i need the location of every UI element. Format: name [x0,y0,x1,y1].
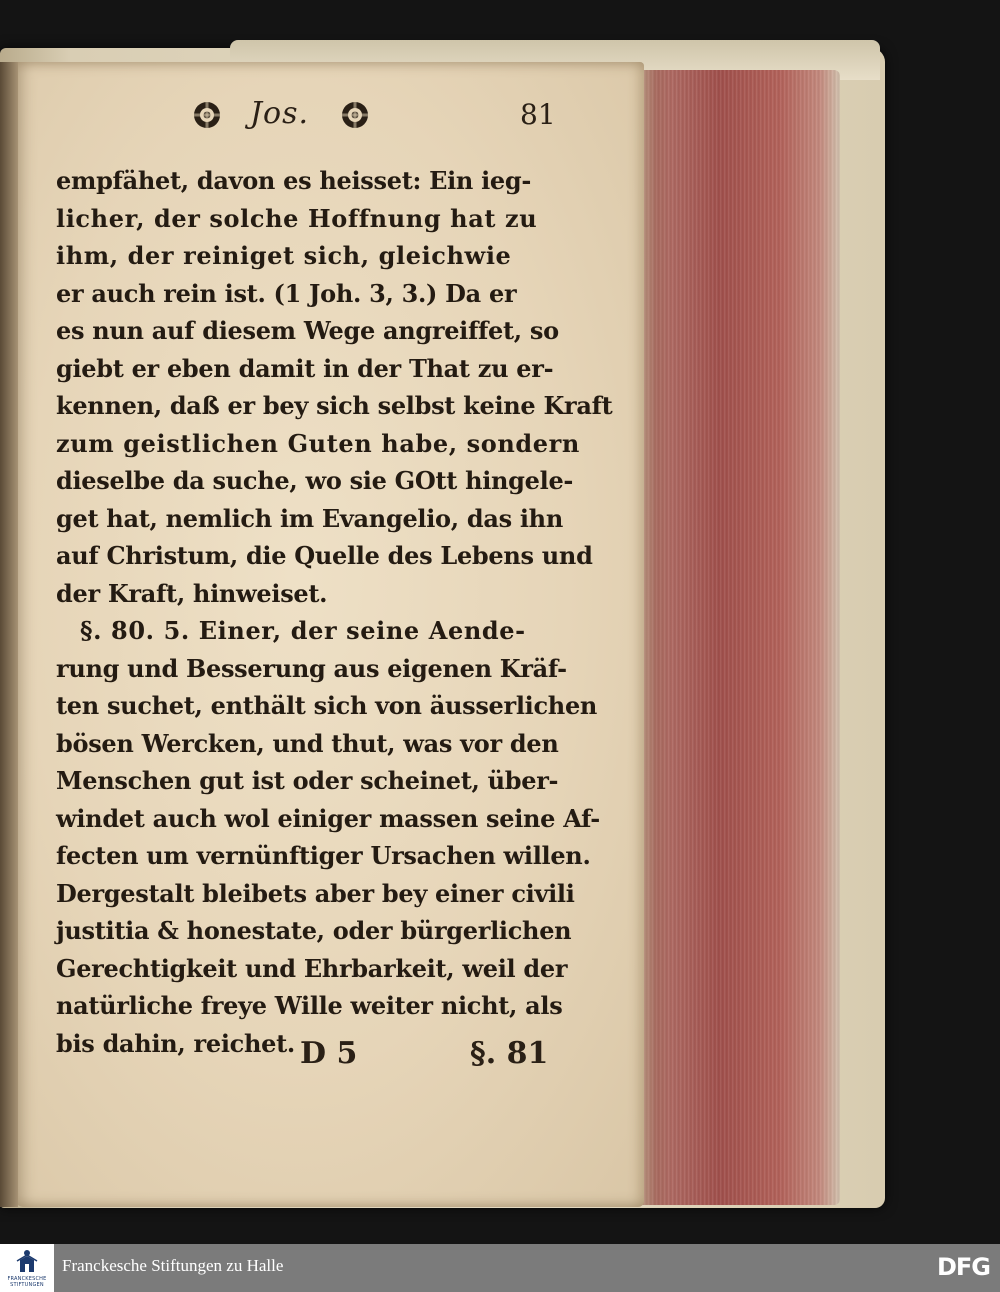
text-line: Gerechtigkeit und Ehrbarkeit, weil der [56,953,568,983]
institution-name[interactable]: Franckesche Stiftungen zu Halle [62,1256,284,1275]
text-line: windet auch wol einiger massen seine Af- [56,803,600,833]
institution-logo[interactable] [0,1244,54,1292]
text-line: empfähet, davon es heisset: Ein ieg- [56,166,532,195]
text-line: Dergestalt bleibets aber bey einer civili [56,878,575,908]
dfg-logo[interactable]: DFG [936,1253,990,1281]
text-line: rung und Besserung aus eigenen Kräf- [56,653,567,683]
text-line: ten suchet, enthält sich von äusserlichen [56,691,598,720]
text-line: get hat, nemlich im Evangelio, das ihn [56,503,563,533]
text-line: es nun auf diesem Wege angreiffet, so [56,316,559,345]
flower-ornament-icon [340,100,370,130]
footer-bar [0,1244,1000,1292]
text-line: licher, der solche Hoffnung hat zu [56,203,538,233]
text-line: er auch rein ist. (1 Joh. 3, 3.) Da er [56,278,517,308]
text-line: bösen Wercken, und thut, was vor den [56,728,559,758]
logo-text: FRANCKESCHE STIFTUNGEN [7,1276,47,1288]
text-line: ihm, der reiniget sich, gleichwie [56,241,512,270]
text-line: auf Christum, die Quelle des Lebens und [56,541,593,570]
text-line: natürliche freye Wille weiter nicht, als [56,991,563,1020]
body-text [56,162,613,1062]
text-line: bis dahin, reichet. [56,1028,295,1058]
catchword: §. 81 [470,1036,549,1071]
signature-mark: D 5 [300,1036,358,1071]
running-head: Jos. [250,96,310,131]
text-line: fecten um vernünftiger Ursachen willen. [56,841,591,870]
text-line: justitia & honestate, oder bürgerlichen [56,916,572,945]
text-line: zum geistlichen Guten habe, sondern [56,428,580,458]
orphan-house-emblem-icon [16,1248,38,1274]
paragraph-start-line: §. 80. 5. Einer, der seine Aende- [80,616,526,645]
text-line: kennen, daß er bey sich selbst keine Kraft [56,391,613,420]
text-line: Menschen gut ist oder scheinet, über- [56,766,559,795]
page-header [190,96,560,140]
text-line: dieselbe da suche, wo sie GOtt hingele- [56,466,574,495]
flower-ornament-icon [192,100,222,130]
text-line: der Kraft, hinweiset. [56,578,328,608]
page-number: 81 [520,98,556,131]
page-gutter [0,62,18,1207]
fore-edge-shadow [640,70,670,1205]
page-fore-edge [640,70,840,1205]
page-footer [300,1036,560,1076]
text-line: giebt er eben damit in der That zu er- [56,353,554,383]
